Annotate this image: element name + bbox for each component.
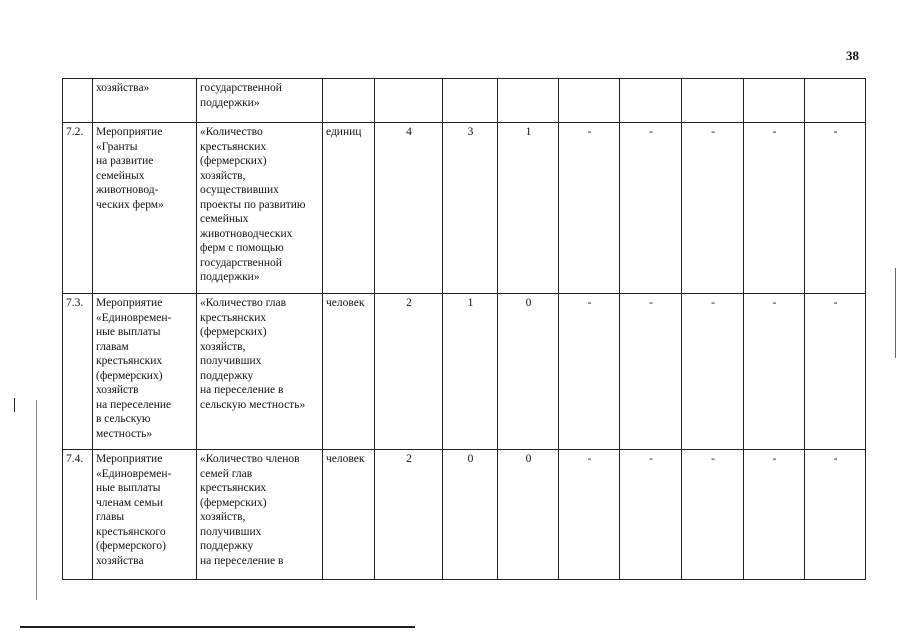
value-cell bbox=[744, 294, 805, 450]
indicator-cell bbox=[197, 123, 323, 294]
row-number-cell-text: 7.2. bbox=[66, 126, 84, 138]
value-cell bbox=[443, 123, 498, 294]
indicator-cell bbox=[197, 79, 323, 123]
unit-cell-text: человек bbox=[326, 297, 365, 309]
value-cell-text: - bbox=[649, 297, 653, 309]
value-cell-text: 2 bbox=[406, 297, 412, 309]
value-cell bbox=[559, 79, 620, 123]
value-cell bbox=[682, 79, 744, 123]
value-cell-text: - bbox=[587, 126, 592, 138]
unit-cell bbox=[323, 294, 375, 450]
value-cell-text: - bbox=[833, 453, 838, 465]
value-cell bbox=[498, 79, 559, 123]
value-cell-text: - bbox=[711, 453, 715, 465]
value-cell bbox=[375, 294, 443, 450]
value-cell-text: - bbox=[587, 453, 592, 465]
value-cell bbox=[375, 123, 443, 294]
table-row bbox=[63, 450, 866, 580]
value-cell-text: - bbox=[587, 297, 592, 309]
value-cell bbox=[805, 294, 866, 450]
indicator-cell-text: «Количество членов семей глав крестьянских (фермерских) хозяйств, получивших поддержку на переселение в bbox=[200, 453, 300, 567]
event-name-cell-text: Мероприятие «Единовремен- ные выплаты главам крестьянских (фермерских) хозяйств на переселение в сельскую местность» bbox=[96, 297, 172, 440]
page-number: 38 bbox=[846, 48, 859, 63]
value-cell bbox=[375, 79, 443, 123]
value-cell bbox=[620, 79, 682, 123]
value-cell-text: 3 bbox=[467, 126, 474, 138]
value-cell bbox=[682, 294, 744, 450]
unit-cell bbox=[323, 123, 375, 294]
unit-cell bbox=[323, 450, 375, 580]
value-cell bbox=[498, 294, 559, 450]
value-cell bbox=[559, 450, 620, 580]
value-cell-text: 0 bbox=[525, 453, 532, 465]
indicator-cell-text: «Количество крестьянских (фермерских) хозяйств, осуществивших проекты по развитию семейных животноводческих ферм с помощью государственной поддержки» bbox=[200, 126, 306, 283]
row-number-cell-text: 7.4. bbox=[66, 453, 84, 465]
value-cell-text: 1 bbox=[467, 297, 474, 309]
value-cell-text: - bbox=[772, 453, 777, 465]
scan-artifact-bottom-line bbox=[20, 626, 415, 628]
value-cell bbox=[498, 450, 559, 580]
row-number-cell bbox=[63, 294, 93, 450]
value-cell bbox=[559, 123, 620, 294]
value-cell bbox=[744, 450, 805, 580]
value-cell bbox=[805, 79, 866, 123]
value-cell bbox=[744, 79, 805, 123]
event-name-cell bbox=[93, 450, 197, 580]
scan-artifact-left-mark bbox=[14, 398, 15, 412]
indicator-cell bbox=[197, 294, 323, 450]
value-cell bbox=[559, 294, 620, 450]
value-cell-text: 1 bbox=[525, 126, 532, 138]
unit-cell bbox=[323, 79, 375, 123]
row-number-cell bbox=[63, 123, 93, 294]
value-cell bbox=[744, 123, 805, 294]
value-cell bbox=[443, 294, 498, 450]
indicators-table bbox=[62, 78, 866, 580]
value-cell-text: 4 bbox=[406, 126, 412, 138]
value-cell-text: - bbox=[772, 297, 777, 309]
event-name-cell-text: Мероприятие «Гранты на развитие семейных животновод- ческих ферм» bbox=[96, 126, 164, 211]
unit-cell-text: единиц bbox=[326, 126, 362, 138]
event-name-cell-text: Мероприятие «Единовремен- ные выплаты членам семьи главы крестьянского (фермерского) хозяйства bbox=[96, 453, 172, 567]
indicator-cell-text: «Количество глав крестьянских (фермерских) хозяйств, получивших поддержку на переселение в сельскую местность» bbox=[200, 297, 306, 411]
value-cell bbox=[682, 450, 744, 580]
value-cell-text: - bbox=[649, 453, 653, 465]
value-cell-text: 0 bbox=[467, 453, 474, 465]
value-cell-text: 0 bbox=[525, 297, 532, 309]
table-row bbox=[63, 294, 866, 450]
unit-cell-text: человек bbox=[326, 453, 365, 465]
value-cell-text: - bbox=[711, 297, 715, 309]
event-name-cell bbox=[93, 123, 197, 294]
value-cell-text: - bbox=[772, 126, 777, 138]
event-name-cell bbox=[93, 79, 197, 123]
value-cell bbox=[498, 123, 559, 294]
value-cell bbox=[805, 450, 866, 580]
row-number-cell bbox=[63, 79, 93, 123]
table-row bbox=[63, 79, 866, 123]
value-cell bbox=[620, 294, 682, 450]
indicator-cell-text: государственной поддержки» bbox=[200, 82, 282, 109]
value-cell-text: - bbox=[649, 126, 653, 138]
row-number-cell-text: 7.3. bbox=[66, 297, 84, 309]
event-name-cell-text: хозяйства» bbox=[96, 82, 150, 94]
value-cell bbox=[443, 450, 498, 580]
table-row bbox=[63, 123, 866, 294]
value-cell bbox=[443, 79, 498, 123]
value-cell bbox=[805, 123, 866, 294]
scan-artifact-right-mark bbox=[895, 268, 896, 358]
value-cell bbox=[620, 450, 682, 580]
value-cell bbox=[375, 450, 443, 580]
value-cell-text: - bbox=[711, 126, 715, 138]
value-cell bbox=[682, 123, 744, 294]
row-number-cell bbox=[63, 450, 93, 580]
value-cell-text: 2 bbox=[406, 453, 412, 465]
scan-artifact-left-mark bbox=[36, 400, 37, 600]
value-cell bbox=[620, 123, 682, 294]
value-cell-text: - bbox=[833, 126, 838, 138]
indicator-cell bbox=[197, 450, 323, 580]
value-cell-text: - bbox=[833, 297, 838, 309]
event-name-cell bbox=[93, 294, 197, 450]
